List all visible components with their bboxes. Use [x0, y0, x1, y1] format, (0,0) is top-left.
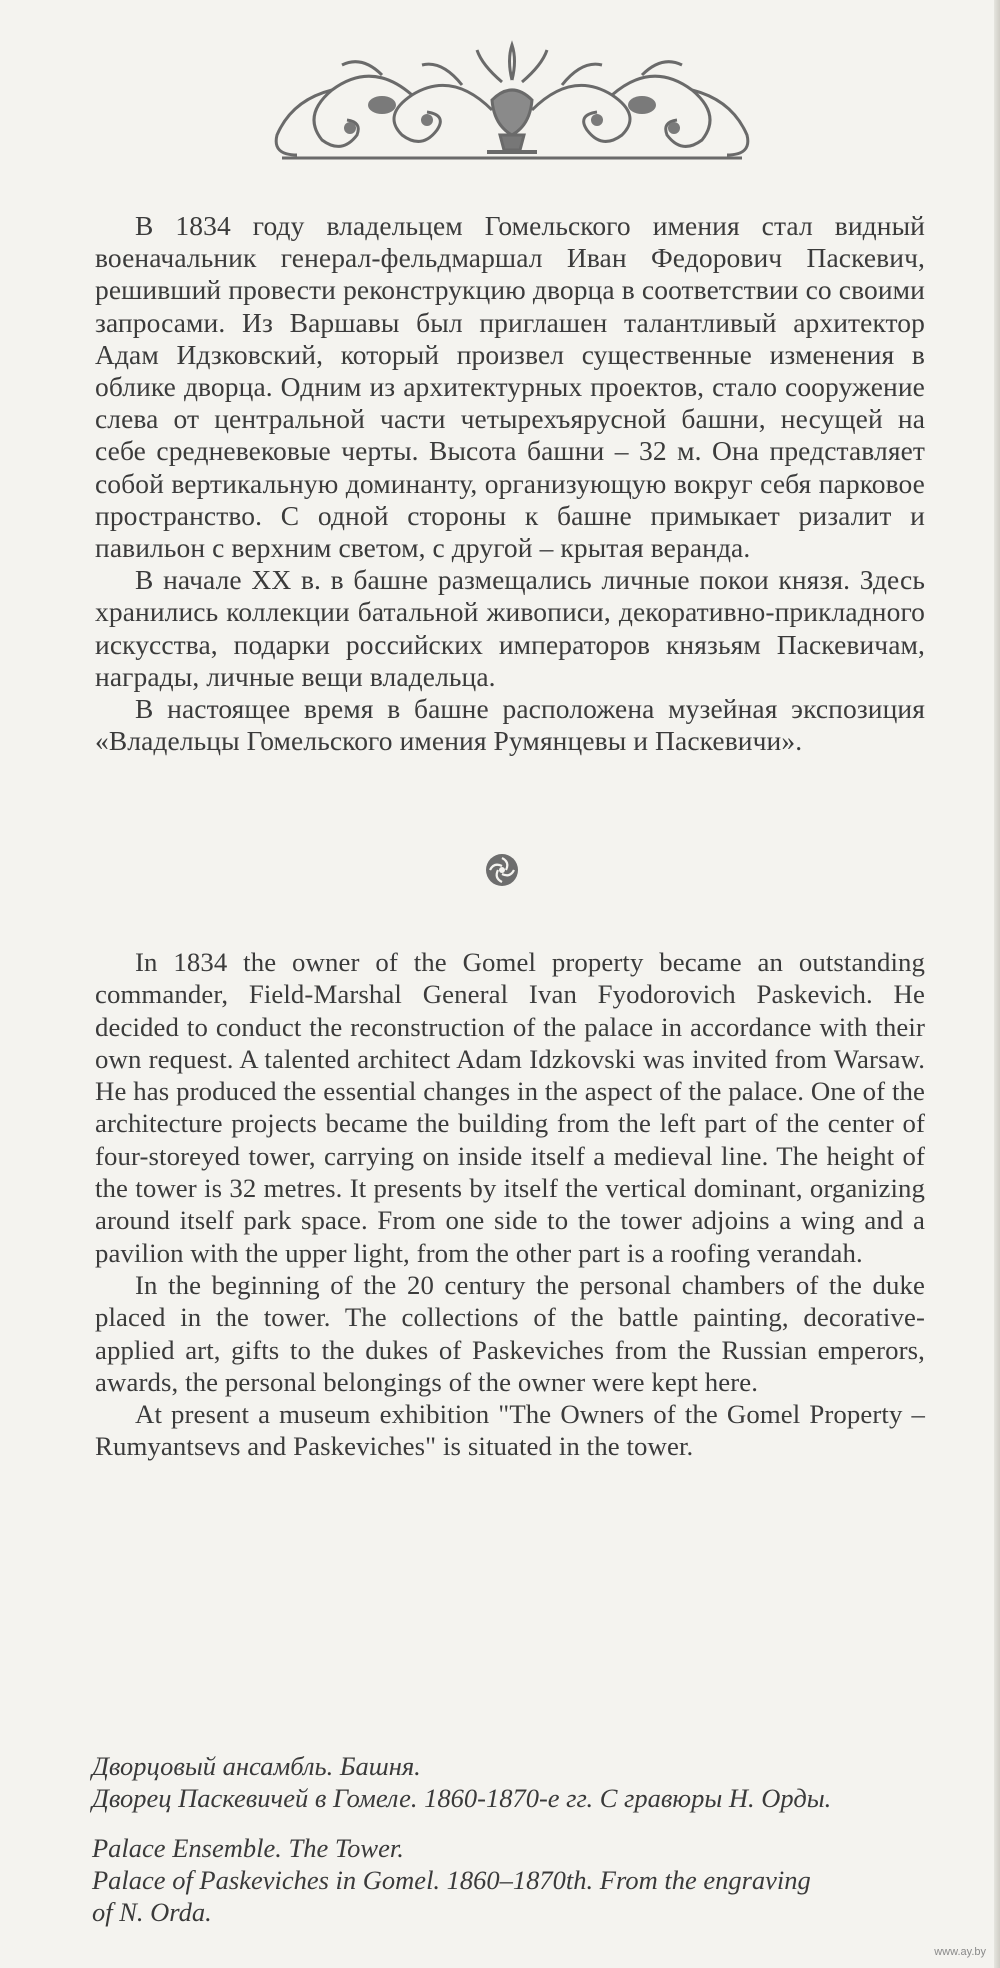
ru-paragraph-3: В настоящее время в башне расположена музейная экспозиция «Владельцы Гомельского имения Румянцевы и Паскевичи». [95, 693, 925, 757]
site-watermark: www.ay.by [934, 1946, 986, 1958]
ru-paragraph-2: В начале XX в. в башне размещались личные покои князя. Здесь хранились коллекции батальной живописи, декоративно-прикладного искусства, подарки российских императоров князьям Паскевичам, награды, личные вещи владельца. [95, 564, 925, 692]
english-text [95, 946, 925, 1463]
russian-text [95, 210, 925, 757]
image-captions [92, 1750, 952, 1946]
en-paragraph-1: In 1834 the owner of the Gomel property became an outstanding commander, Field-Marshal General Ivan Fyodorovich Paskevich. He decided to conduct the reconstruction of the palace in accordance with their own request. A talented architect Adam Idzkovski was invited from Warsaw. He has produced the essential changes in the aspect of the palace. One of the architecture projects became the building from the left part of the center of four-storeyed tower, carrying on inside itself a medieval line. The height of the tower is 32 metres. It presents by itself the vertical dominant, organizing around itself park space. From one side to the tower adjoins a wing and a pavilion with the upper light, from the other part is a roofing verandah. [95, 947, 925, 1268]
rosette-divider-icon [482, 850, 522, 890]
caption-ru-line-1: Дворцовый ансамбль. Башня. [92, 1751, 421, 1781]
caption-en-line-2: Palace of Paskeviches in Gomel. 1860–1870th. From the engraving [92, 1865, 811, 1895]
caption-english [92, 1832, 952, 1928]
caption-russian [92, 1750, 952, 1814]
en-paragraph-3: At present a museum exhibition "The Owners of the Gomel Property – Rumyantsevs and Paskeviches" is situated in the tower. [95, 1399, 925, 1462]
floral-ornament [262, 40, 762, 170]
en-paragraph-2: In the beginning of the 20 century the personal chambers of the duke placed in the tower. The collections of the battle painting, decorative-applied art, gifts to the dukes of Paskeviches from the Russian emperors, awards, the personal belongings of the owner were kept here. [95, 1269, 925, 1397]
caption-ru-line-2: Дворец Паскевичей в Гомеле. 1860-1870-е гг. С гравюры Н. Орды. [92, 1783, 832, 1813]
ru-paragraph-1: В 1834 году владельцем Гомельского имения стал видный военачальник генерал-фельдмаршал Иван Федорович Паскевич, решивший провести реконструкцию дворца в соответствии со своими запросами. Из Варшавы был приглашен талантливый архитектор Адам Идзковский, который произвел существенные изменения в облике дворца. Одним из архитектурных проектов, стало сооружение слева от центральной части четырехъярусной башни, несущей на себе средневековые черты. Высота башни – 32 м. Она представляет собой вертикальную доминанту, организующую вокруг себя парковое пространство. С одной стороны к башне примыкает ризалит и павильон с верхним светом, с другой – крытая веранда. [95, 210, 925, 564]
scan-edge [994, 0, 1000, 1968]
caption-en-line-1: Palace Ensemble. The Tower. [92, 1833, 404, 1863]
caption-en-line-3: of N. Orda. [92, 1897, 212, 1927]
